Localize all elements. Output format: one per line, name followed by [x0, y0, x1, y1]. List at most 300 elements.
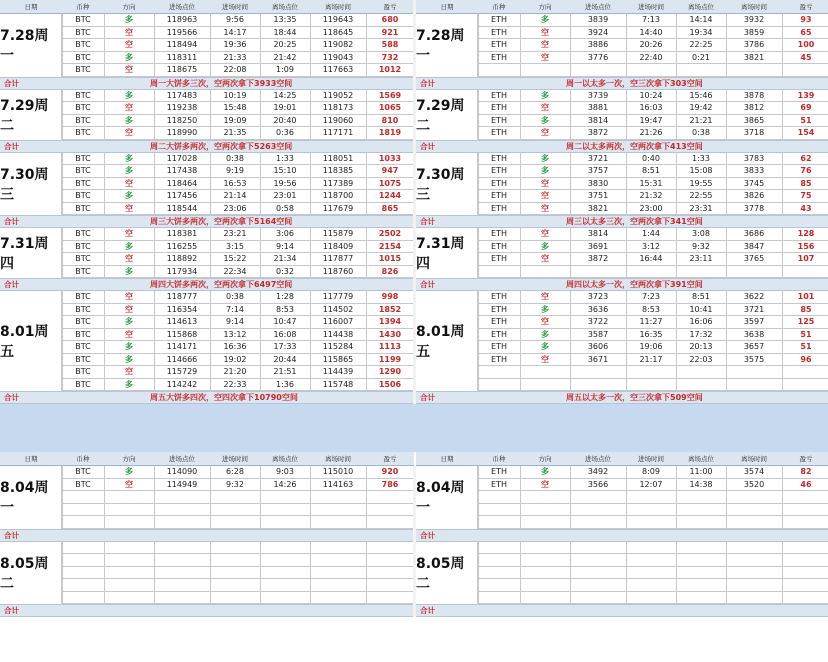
entry-price-cell: 117483 [166, 90, 198, 100]
coin-cell: ETH [491, 153, 507, 163]
trade-row [62, 266, 414, 279]
trade-row [62, 127, 414, 140]
grid-line [62, 90, 63, 140]
pnl-cell: 947 [381, 166, 399, 175]
empty-row [478, 554, 828, 567]
trade-row [478, 291, 828, 304]
pnl-cell: 1290 [378, 367, 402, 376]
pnl-cell: 75 [800, 191, 812, 200]
exit-price-cell: 114163 [322, 479, 354, 489]
exit-time-cell: 19:01 [273, 103, 297, 112]
exit-time-cell: 15:08 [689, 166, 713, 175]
summary-row [0, 215, 414, 228]
grid-line [626, 466, 627, 529]
header-cell: 方向 [122, 3, 136, 11]
grid-line [626, 291, 627, 391]
coin-cell: BTC [75, 292, 91, 301]
grid-line [626, 90, 627, 140]
grid-line [62, 153, 63, 216]
summary-label: 合计 [4, 280, 19, 289]
pnl-cell: 156 [797, 241, 815, 251]
empty-row [478, 516, 828, 529]
direction-cell: 空 [125, 27, 133, 37]
entry-time-cell: 22:40 [639, 52, 663, 62]
half-divider [413, 466, 416, 617]
trade-row [478, 253, 828, 266]
day-date: 8.05周二 [416, 542, 478, 605]
pnl-cell: 732 [381, 52, 399, 62]
trade-row [62, 479, 414, 492]
entry-price-cell: 115729 [166, 367, 198, 376]
coin-cell: BTC [75, 203, 91, 213]
empty-row [478, 592, 828, 605]
entry-price-cell: 117934 [166, 266, 198, 276]
direction-cell: 空 [125, 479, 133, 489]
entry-time-cell: 21:33 [223, 52, 247, 62]
grid-line [570, 90, 571, 140]
pnl-cell: 810 [381, 115, 399, 125]
exit-price-cell: 3638 [743, 329, 765, 339]
exit-time-cell: 23:31 [689, 203, 713, 213]
entry-price-cell: 118990 [166, 128, 198, 137]
grid-line [478, 466, 479, 529]
entry-time-cell: 19:36 [223, 40, 247, 49]
exit-price-cell: 114439 [322, 367, 354, 376]
exit-price-cell: 119643 [322, 15, 354, 24]
grid-line [62, 228, 63, 278]
header-row [416, 452, 828, 466]
direction-cell: 空 [125, 292, 133, 301]
exit-time-cell: 10:41 [689, 304, 713, 314]
exit-time-cell: 1:33 [692, 153, 710, 163]
grid-line [676, 291, 677, 391]
entry-time-cell: 7:13 [642, 15, 660, 24]
exit-price-cell: 3745 [743, 178, 765, 188]
exit-price-cell: 115284 [322, 342, 354, 351]
grid-line [260, 466, 261, 529]
half-divider [413, 0, 416, 404]
grid-line [260, 14, 261, 77]
exit-price-cell: 117663 [322, 65, 354, 74]
trade-row [478, 479, 828, 492]
exit-time-cell: 20:13 [689, 342, 713, 351]
pnl-cell: 128 [797, 229, 815, 238]
grid-line [478, 542, 479, 605]
entry-price-cell: 117438 [166, 166, 198, 175]
direction-cell: 空 [541, 40, 549, 49]
direction-cell: 多 [541, 115, 549, 125]
summary-label: 合计 [4, 217, 19, 226]
exit-time-cell: 11:00 [689, 467, 713, 476]
entry-time-cell: 21:17 [639, 354, 663, 364]
coin-cell: BTC [75, 329, 91, 339]
exit-time-cell: 1:36 [276, 379, 294, 389]
entry-price-cell: 114171 [166, 342, 198, 351]
coin-cell: BTC [75, 354, 91, 364]
summary-label: 合计 [420, 141, 435, 151]
grid-line [726, 153, 727, 216]
exit-price-cell: 3520 [743, 479, 765, 489]
grid-line [676, 90, 677, 140]
summary-label: 合计 [4, 530, 19, 540]
direction-cell: 空 [541, 103, 549, 112]
grid-line [676, 466, 677, 529]
coin-cell: ETH [491, 304, 507, 314]
pnl-cell: 82 [800, 467, 812, 476]
entry-price-cell: 3587 [587, 329, 609, 339]
header-cell: 方向 [538, 3, 552, 11]
exit-price-cell: 3826 [743, 191, 765, 200]
grid-line [154, 466, 155, 529]
entry-time-cell: 3:12 [642, 241, 660, 251]
empty-row [62, 592, 414, 605]
summary-row [416, 529, 828, 542]
direction-cell: 空 [541, 203, 549, 213]
coin-cell: BTC [75, 52, 91, 62]
grid-line [520, 90, 521, 140]
exit-price-cell: 3786 [743, 40, 765, 49]
coin-cell: BTC [75, 115, 91, 125]
direction-cell: 多 [541, 329, 549, 339]
exit-price-cell: 3622 [743, 292, 765, 301]
direction-cell: 空 [541, 27, 549, 37]
entry-time-cell: 9:56 [226, 15, 244, 24]
day-date: 7.31周四 [0, 228, 62, 278]
direction-cell: 空 [125, 329, 133, 339]
direction-cell: 空 [541, 254, 549, 263]
exit-time-cell: 21:34 [273, 254, 297, 263]
direction-cell: 多 [125, 115, 133, 125]
exit-time-cell: 21:21 [689, 115, 713, 125]
grid-line [570, 14, 571, 77]
exit-time-cell: 16:06 [689, 317, 713, 326]
trade-row [478, 329, 828, 342]
pnl-cell: 139 [797, 90, 815, 100]
grid-line [62, 466, 63, 529]
coin-cell: BTC [75, 40, 91, 49]
entry-price-cell: 3606 [587, 342, 609, 351]
entry-time-cell: 14:40 [639, 27, 663, 37]
summary-text: 周二大饼多两次，空两次拿下5263空间 [150, 141, 293, 151]
trade-row [478, 304, 828, 317]
coin-cell: ETH [491, 229, 507, 238]
entry-price-cell: 114949 [166, 479, 198, 489]
summary-row [416, 278, 828, 291]
grid-line [210, 153, 211, 216]
entry-time-cell: 12:07 [639, 479, 663, 489]
direction-cell: 多 [125, 379, 133, 389]
entry-time-cell: 22:08 [223, 65, 247, 74]
pnl-cell: 1852 [378, 304, 402, 314]
entry-price-cell: 118777 [166, 292, 198, 301]
entry-time-cell: 14:17 [223, 27, 247, 37]
direction-cell: 多 [125, 241, 133, 251]
grid-line [210, 14, 211, 77]
day-date: 7.28周一 [416, 14, 478, 77]
direction-cell: 空 [125, 103, 133, 112]
exit-time-cell: 23:11 [689, 254, 713, 263]
exit-time-cell: 20:44 [273, 354, 297, 364]
entry-time-cell: 1:44 [642, 229, 660, 238]
grid-line [310, 153, 311, 216]
entry-time-cell: 19:47 [639, 115, 663, 125]
direction-cell: 多 [541, 153, 549, 163]
trade-row [62, 253, 414, 266]
exit-time-cell: 23:01 [273, 191, 297, 200]
grid-line [726, 542, 727, 605]
coin-cell: ETH [491, 254, 507, 263]
exit-price-cell: 119052 [322, 90, 354, 100]
entry-price-cell: 118250 [166, 115, 198, 125]
day-date: 7.31周四 [416, 228, 478, 278]
summary-row [416, 77, 828, 90]
direction-cell: 多 [125, 354, 133, 364]
header-cell: 进场点位 [585, 455, 611, 463]
entry-price-cell: 3492 [587, 467, 609, 476]
exit-time-cell: 0:38 [692, 128, 710, 137]
coin-cell: ETH [491, 191, 507, 200]
header-cell: 日期 [440, 3, 454, 11]
trade-row [62, 90, 414, 103]
trade-row [62, 379, 414, 392]
exit-time-cell: 10:47 [273, 317, 297, 326]
grid-line [260, 228, 261, 278]
coin-cell: BTC [75, 178, 91, 188]
trade-row [62, 39, 414, 52]
pnl-cell: 588 [381, 40, 399, 49]
pnl-cell: 85 [800, 304, 812, 314]
header-cell: 离场时间 [741, 3, 767, 11]
direction-cell: 多 [541, 342, 549, 351]
direction-cell: 空 [125, 254, 133, 263]
header-cell: 盈亏 [799, 455, 813, 463]
exit-price-cell: 118385 [322, 166, 354, 175]
pnl-cell: 1569 [378, 90, 402, 100]
day-date: 7.30周三 [416, 153, 478, 216]
entry-price-cell: 115868 [166, 329, 198, 339]
exit-price-cell: 117389 [322, 178, 354, 188]
day-date: 7.29周二 [0, 90, 62, 140]
direction-cell: 空 [125, 178, 133, 188]
pnl-cell: 96 [800, 354, 812, 364]
header-cell: 进场时间 [638, 3, 664, 11]
exit-price-cell: 3765 [743, 254, 765, 263]
grid-line [310, 291, 311, 391]
trade-row [62, 165, 414, 178]
entry-price-cell: 3821 [587, 203, 609, 213]
exit-price-cell: 3686 [743, 229, 765, 238]
exit-price-cell: 116007 [322, 317, 354, 326]
summary-text: 周五以太多一次，空三次拿下509空间 [566, 393, 703, 402]
trade-row [62, 203, 414, 216]
trade-row [478, 341, 828, 354]
exit-price-cell: 3812 [743, 103, 765, 112]
pnl-cell: 46 [800, 479, 812, 489]
trade-row [478, 316, 828, 329]
entry-time-cell: 16:44 [639, 254, 663, 263]
coin-cell: BTC [75, 229, 91, 238]
grid-line [310, 228, 311, 278]
exit-time-cell: 9:14 [276, 241, 294, 251]
coin-cell: BTC [75, 467, 91, 476]
trade-row [478, 127, 828, 140]
grid-line [104, 228, 105, 278]
trade-row [62, 102, 414, 115]
entry-time-cell: 9:19 [226, 166, 244, 175]
pnl-cell: 107 [797, 254, 815, 263]
empty-row [478, 379, 828, 392]
pnl-cell: 1065 [378, 103, 402, 112]
coin-cell: BTC [75, 103, 91, 112]
exit-time-cell: 22:03 [689, 354, 713, 364]
summary-label: 合计 [420, 217, 435, 226]
direction-cell: 多 [541, 241, 549, 251]
grid-line [782, 291, 783, 391]
summary-text: 周三以太多三次，空两次拿下341空间 [566, 217, 703, 226]
exit-price-cell: 3865 [743, 115, 765, 125]
entry-time-cell: 16:35 [639, 329, 663, 339]
entry-price-cell: 118963 [166, 15, 198, 24]
exit-price-cell: 118645 [322, 27, 354, 37]
pnl-cell: 1394 [378, 317, 402, 326]
entry-time-cell: 0:38 [226, 292, 244, 301]
exit-time-cell: 8:53 [276, 304, 294, 314]
entry-price-cell: 3722 [587, 317, 609, 326]
direction-cell: 空 [541, 317, 549, 326]
coin-cell: BTC [75, 90, 91, 100]
grid-line [726, 291, 727, 391]
grid-line [154, 90, 155, 140]
entry-price-cell: 116354 [166, 304, 198, 314]
grid-line [154, 228, 155, 278]
exit-time-cell: 16:08 [273, 329, 297, 339]
direction-cell: 多 [125, 52, 133, 62]
entry-price-cell: 119238 [166, 103, 198, 112]
day-date: 8.04周一 [416, 466, 478, 529]
direction-cell: 空 [125, 367, 133, 376]
entry-price-cell: 114242 [166, 379, 198, 389]
entry-price-cell: 3566 [587, 479, 609, 489]
summary-text: 周四以太多一次，空两次拿下391空间 [566, 280, 703, 289]
entry-price-cell: 3751 [587, 191, 609, 200]
summary-label: 合计 [420, 530, 435, 540]
entry-time-cell: 23:00 [639, 203, 663, 213]
trade-row [478, 102, 828, 115]
entry-price-cell: 118381 [166, 229, 198, 238]
direction-cell: 多 [541, 304, 549, 314]
entry-time-cell: 10:24 [639, 90, 663, 100]
summary-label: 合计 [4, 141, 19, 151]
summary-row [416, 215, 828, 228]
pnl-cell: 920 [381, 467, 399, 476]
header-cell: 方向 [538, 455, 552, 463]
entry-price-cell: 3691 [587, 241, 609, 251]
pnl-cell: 125 [797, 317, 815, 326]
empty-row [62, 567, 414, 580]
summary-row [416, 140, 828, 153]
empty-row [62, 516, 414, 529]
empty-row [62, 504, 414, 517]
grid-line [782, 14, 783, 77]
pnl-cell: 1033 [378, 153, 402, 163]
direction-cell: 多 [125, 15, 133, 24]
header-cell: 币种 [492, 455, 506, 463]
entry-time-cell: 23:06 [223, 203, 247, 213]
direction-cell: 空 [541, 52, 549, 62]
trade-row [478, 228, 828, 241]
entry-price-cell: 118311 [166, 52, 198, 62]
coin-cell: BTC [75, 27, 91, 37]
pnl-cell: 69 [800, 103, 812, 112]
coin-cell: BTC [75, 191, 91, 200]
direction-cell: 空 [541, 479, 549, 489]
coin-cell: ETH [491, 40, 507, 49]
trade-row [62, 354, 414, 367]
grid-line [478, 228, 479, 278]
entry-price-cell: 3881 [587, 103, 609, 112]
entry-price-cell: 3721 [587, 153, 609, 163]
direction-cell: 空 [125, 40, 133, 49]
direction-cell: 空 [125, 128, 133, 137]
summary-label: 合计 [4, 606, 19, 615]
exit-time-cell: 0:58 [276, 203, 294, 213]
section-gap [0, 404, 828, 452]
exit-price-cell: 118173 [322, 103, 354, 112]
header-cell: 日期 [24, 455, 38, 463]
grid-line [478, 291, 479, 391]
trade-row [478, 52, 828, 65]
grid-line [726, 466, 727, 529]
summary-row [416, 604, 828, 617]
grid-line [260, 542, 261, 605]
pnl-cell: 865 [381, 203, 399, 213]
trade-row [62, 178, 414, 191]
exit-time-cell: 17:33 [273, 342, 297, 351]
day-date: 8.01周五 [0, 291, 62, 391]
exit-time-cell: 14:38 [689, 479, 713, 489]
entry-price-cell: 3830 [587, 178, 609, 188]
pnl-cell: 76 [800, 166, 812, 175]
exit-price-cell: 3597 [743, 317, 765, 326]
header-cell: 进场点位 [169, 455, 195, 463]
entry-time-cell: 20:26 [639, 40, 663, 49]
header-cell: 盈亏 [383, 455, 397, 463]
exit-price-cell: 3574 [743, 467, 765, 476]
grid-line [104, 90, 105, 140]
trade-row [62, 14, 414, 27]
grid-line [104, 466, 105, 529]
entry-price-cell: 114613 [166, 317, 198, 326]
direction-cell: 空 [125, 304, 133, 314]
entry-price-cell: 114666 [166, 354, 198, 364]
entry-time-cell: 6:28 [226, 467, 244, 476]
grid-line [210, 228, 211, 278]
summary-text: 周一大饼多三次，空两次拿下3933空间 [150, 78, 293, 88]
exit-time-cell: 19:34 [689, 27, 713, 37]
header-cell: 离场点位 [688, 3, 714, 11]
header-cell: 离场点位 [688, 455, 714, 463]
day-date: 7.30周三 [0, 153, 62, 216]
empty-row [478, 542, 828, 555]
grid-line [676, 153, 677, 216]
pnl-cell: 998 [381, 292, 399, 301]
entry-time-cell: 11:27 [639, 317, 663, 326]
grid-line [310, 90, 311, 140]
pnl-cell: 51 [800, 115, 812, 125]
exit-time-cell: 15:10 [273, 166, 297, 175]
grid-line [210, 90, 211, 140]
header-cell: 进场时间 [222, 3, 248, 11]
